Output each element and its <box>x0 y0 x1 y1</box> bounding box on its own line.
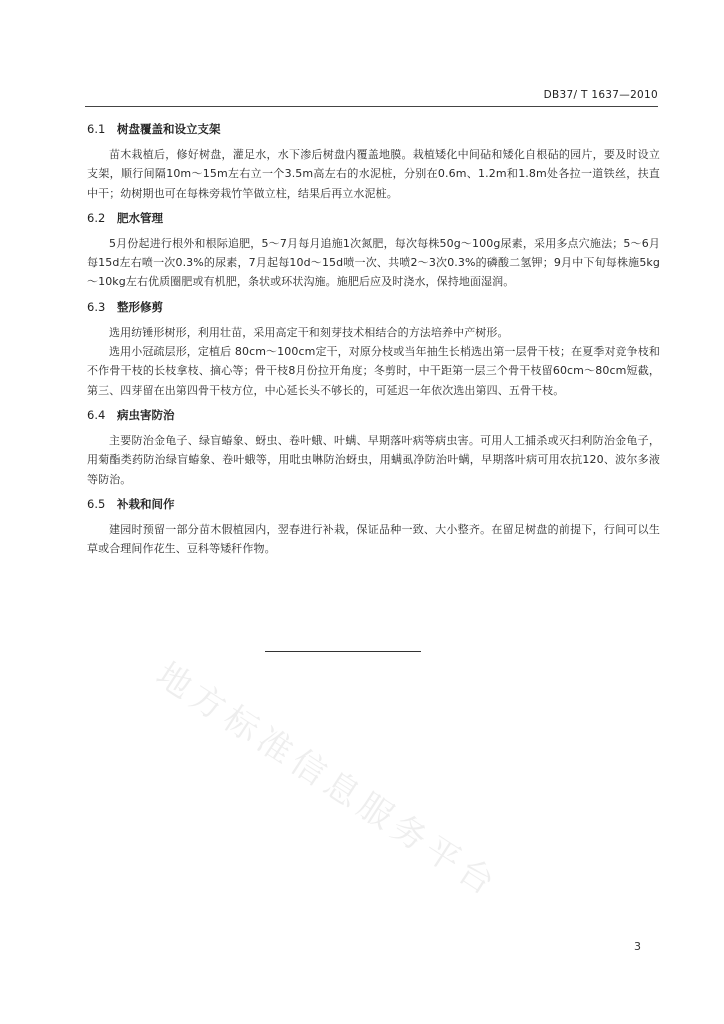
section-heading <box>87 120 660 138</box>
watermark: 地方标准信息服务平台 <box>148 654 507 907</box>
paragraph: 5月份起进行根外和根际追肥，5～7月每月追施1次氮肥，每次每株50g～100g尿素，采用多点穴施法；5～6月每15d左右喷一次0.3%的尿素，7月起每10d～15d喷一次、共喷2～3次0.3%的磷酸二氢钾；9月中下旬每株施5kg～10kg左右优质圈肥或有机肥，条状或环状沟施。施肥后应及时浇水，保持地面湿润。 <box>87 236 660 289</box>
paragraph: 建园时预留一部分苗木假植园内，翌春进行补栽，保证品种一致、大小整齐。在留足树盘的前提下，行间可以生草或合理间作花生、豆科等矮秆作物。 <box>87 522 660 556</box>
section-number: 6.5 <box>87 496 106 511</box>
section-number: 6.2 <box>87 210 106 225</box>
header-rule <box>85 106 658 107</box>
paragraph: 选用纺锤形树形，利用壮苗，采用高定干和刻芽技术相结合的方法培养中产树形。 <box>109 325 509 339</box>
section-6-5 <box>87 495 660 559</box>
section-6-4 <box>87 406 660 489</box>
section-number: 6.3 <box>87 299 106 314</box>
section-number: 6.4 <box>87 407 106 422</box>
section-title: 树盘覆盖和设立支架 <box>117 122 221 136</box>
page-number: 3 <box>634 940 641 953</box>
paragraph: 主要防治金龟子、绿盲蝽象、蚜虫、卷叶蛾、叶螨、早期落叶病等病虫害。可用人工捕杀或灭扫利防治金龟子，用菊酯类药防治绿盲蝽象、卷叶蛾等，用吡虫啉防治蚜虫，用螨虱净防治叶螨，早期落叶病可用农抗120、波尔多液等防治。 <box>87 433 660 486</box>
section-6-2 <box>87 209 660 292</box>
document-body <box>87 112 660 558</box>
section-heading <box>87 298 660 316</box>
paragraph: 苗木栽植后，修好树盘，灌足水，水下渗后树盘内覆盖地膜。栽植矮化中间砧和矮化自根砧的园片，要及时设立支架，顺行间隔10m～15m左右立一个3.5m高左右的水泥桩，分别在0.6m、1.2m和1.8m处各拉一道铁丝，扶直中干；幼树期也可在每株旁栽竹竿做立柱，结果后再立水泥桩。 <box>87 148 660 200</box>
paragraph: 选用小冠疏层形，定植后 80cm～100cm定干，对原分枝或当年抽生长梢选出第一层骨干枝；在夏季对竞争枝和不作骨干枝的长枝拿枝、摘心等；骨干枝8月份拉开角度；冬剪时，中干距第一层三个骨干枝留60cm～80cm短截，第三、四芽留在出第四骨干枝方位，中心延长头不够长的，可延迟一年依次选出第四、五骨干枝。 <box>87 345 660 397</box>
section-6-3 <box>87 298 660 400</box>
end-of-text-rule <box>265 651 421 652</box>
section-title: 肥水管理 <box>117 210 163 225</box>
section-title: 补栽和间作 <box>117 496 175 511</box>
document-code: DB37/ T 1637—2010 <box>543 89 658 101</box>
section-title: 整形修剪 <box>117 299 163 314</box>
section-6-1 <box>87 120 660 203</box>
section-heading <box>87 209 660 227</box>
section-heading <box>87 495 660 513</box>
section-heading <box>87 406 660 424</box>
section-number: 6.1 <box>87 122 106 136</box>
section-title: 病虫害防治 <box>117 407 175 422</box>
